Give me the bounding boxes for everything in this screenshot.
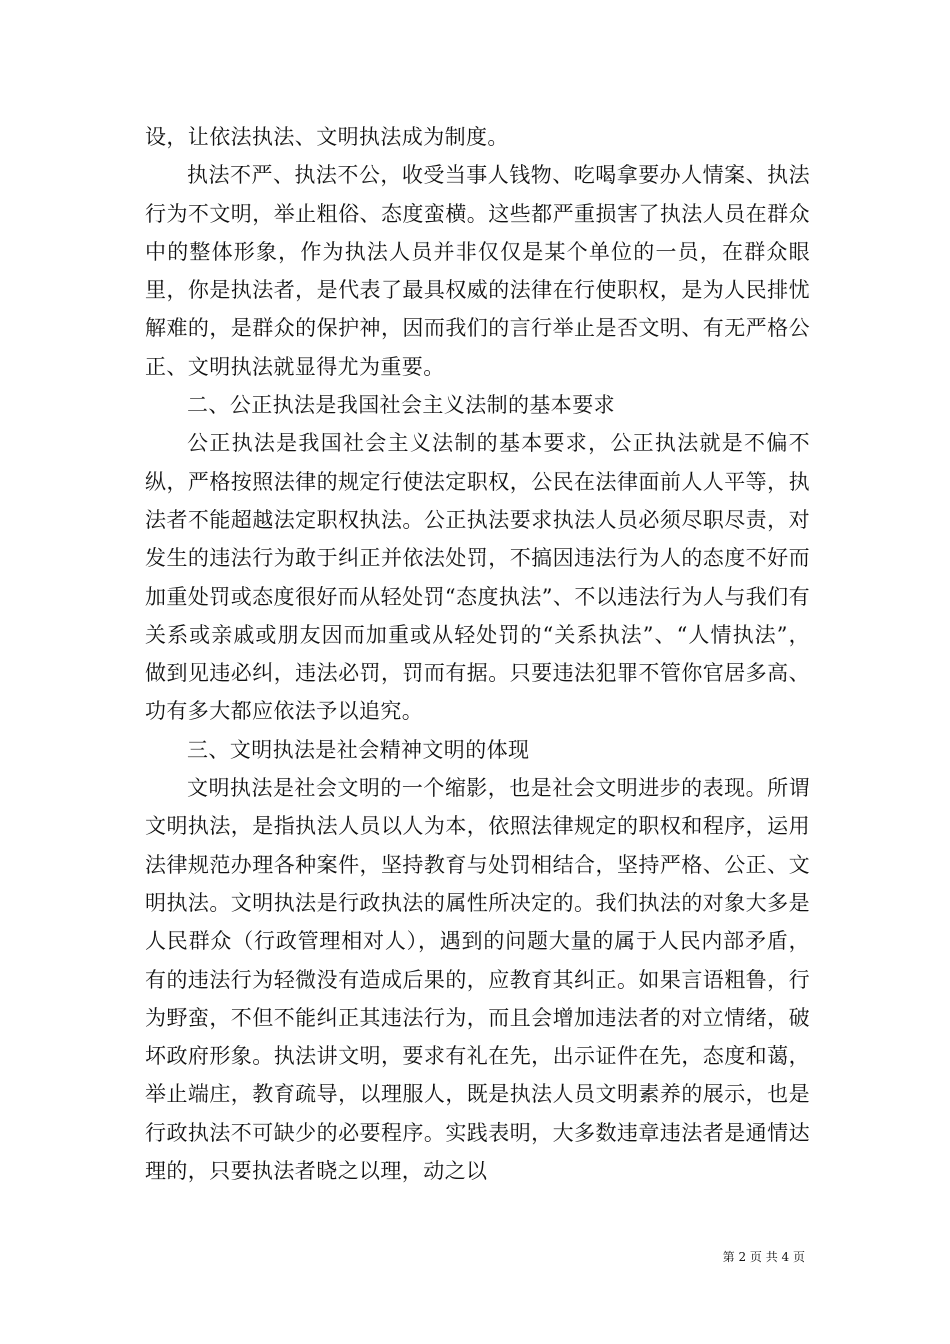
paragraph-law-enforcement-image: 执法不严、执法不公，收受当事人钱物、吃喝拿要办人情案、执法行为不文明，举止粗俗、态度蛮横。这些都严重损害了执法人员在群众中的整体形象，作为执法人员并非仅仅是某个单位的一员，在群众眼里，你是执法者，是代表了最具权威的法律在行使职权，是为人民排忧解难的，是群众的保护神，因而我们的言行举止是否文明、有无严格公正、文明执法就显得尤为重要。: [145, 163, 810, 379]
body-text: [145, 118, 810, 1190]
page-number-footer: 第 2 页 共 4 页: [722, 1250, 805, 1264]
paragraph-fair-enforcement: 公正执法是我国社会主义法制的基本要求，公正执法就是不偏不纵，严格按照法律的规定行使法定职权，公民在法律面前人人平等，执法者不能超越法定职权执法。公正执法要求执法人员必须尽职尽责，对发生的违法行为敢于纠正并依法处罚，不搞因违法行为人的态度不好而加重处罚或态度很好而从轻处罚“态度执法”、不以违法行为人与我们有关系或亲戚或朋友因而加重或从轻处罚的“关系执法”、“人情执法”，做到见违必纠，违法必罚，罚而有据。只要违法犯罪不管你官居多高、功有多大都应依法予以追究。: [145, 431, 810, 724]
section-heading-fair-enforcement: 二、公正执法是我国社会主义法制的基本要求: [187, 393, 615, 418]
section-heading-civilized-enforcement: 三、文明执法是社会精神文明的体现: [187, 737, 530, 762]
paragraph-continuation: 设，让依法执法、文明执法成为制度。: [145, 125, 509, 149]
paragraph-civilized-enforcement: 文明执法是社会文明的一个缩影，也是社会文明进步的表现。所谓文明执法，是指执法人员以人为本，依照法律规定的职权和程序，运用法律规范办理各种案件，坚持教育与处罚相结合，坚持严格、公正、文明执法。文明执法是行政执法的属性所决定的。我们执法的对象大多是人民群众（行政管理相对人），遇到的问题大量的属于人民内部矛盾，有的违法行为轻微没有造成后果的，应教育其纠正。如果言语粗鲁，行为野蛮，不但不能纠正其违法行为，而且会增加违法者的对立情绪，破坏政府形象。执法讲文明，要求有礼在先，出示证件在先，态度和蔼，举止端庄，教育疏导，以理服人，既是执法人员文明素养的展示，也是行政执法不可缺少的必要程序。实践表明，大多数违章违法者是通情达理的，只要执法者晓之以理，动之以: [145, 776, 810, 1184]
